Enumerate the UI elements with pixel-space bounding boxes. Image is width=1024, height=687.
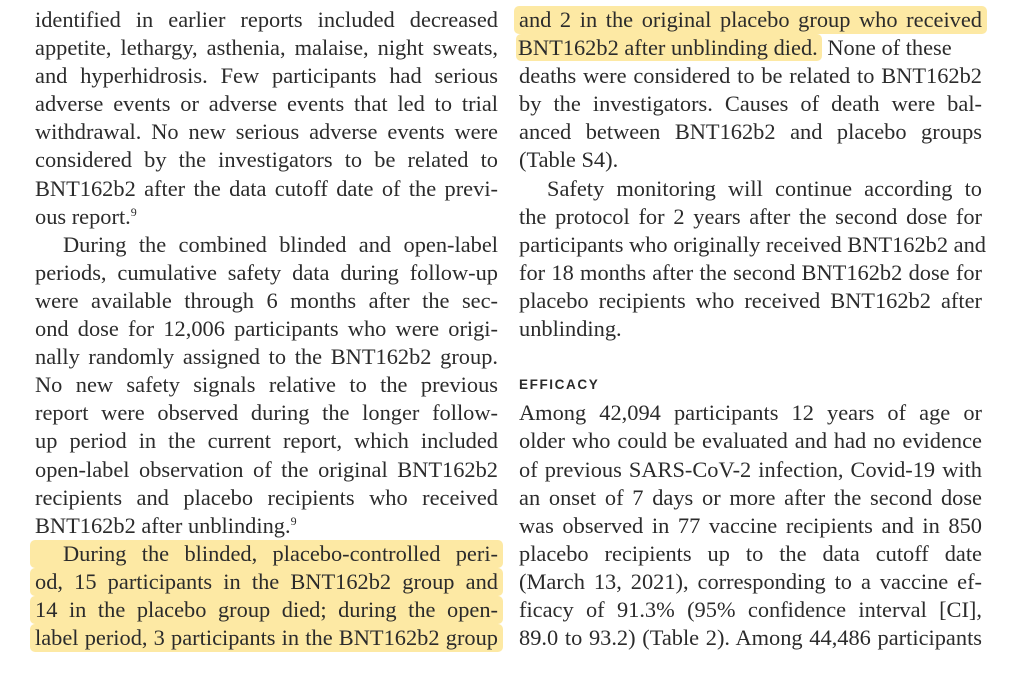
text-line: was observed in 77 vaccine recipients and in 850: [519, 512, 982, 538]
text-line-with-ref: [35, 203, 498, 231]
text-line: report were observed during the longer follow-: [35, 400, 498, 426]
text-line: deaths were considered to be related to BNT162b2: [519, 63, 982, 89]
text-line: appetite, lethargy, asthenia, malaise, night sweats,: [35, 35, 498, 61]
text-line: the protocol for 2 years after the second dose for: [519, 203, 982, 229]
left-column: [35, 6, 498, 652]
paragraph-safety-events: [35, 6, 498, 231]
reference-superscript: 9: [130, 204, 137, 219]
section-spacer: [519, 343, 982, 371]
highlighted-text-fragment: BNT162b2 after unblinding died.: [516, 34, 822, 61]
text-line: BNT162b2 after the data cutoff date of the previ-: [35, 175, 498, 201]
text-line: unblinding.: [519, 316, 622, 342]
text-line: of previous SARS-CoV-2 infection, Covid-19 with: [519, 456, 982, 482]
highlighted-text-line: label period, 3 participants in the BNT162b2 group: [30, 624, 503, 652]
text-line: identified in earlier reports included decreased: [35, 7, 498, 32]
right-column: [518, 6, 986, 652]
text-line: older who could be evaluated and had no evidence: [519, 428, 982, 454]
highlighted-text-line: 14 in the placebo group died; during the open-: [30, 596, 503, 624]
text-line: placebo recipients who received BNT162b2 after: [519, 287, 982, 313]
text-line: During the combined blinded and open-label: [63, 231, 498, 257]
text-fragment: ous report.: [35, 203, 131, 229]
paragraph-safety-monitoring: [519, 175, 986, 344]
text-line: up period in the current report, which included: [35, 428, 498, 454]
text-line: an onset of 7 days or more after the second dose: [519, 484, 982, 510]
paragraph-cumulative-safety: [35, 231, 498, 540]
text-line: anced between BNT162b2 and placebo groups: [519, 119, 982, 145]
text-fragment: None of these: [821, 35, 952, 61]
highlighted-text-line: During the blinded, placebo-controlled peri-: [30, 540, 503, 568]
text-line: recipients and placebo recipients who received: [35, 484, 498, 510]
text-line: open-label observation of the original BNT162b2: [35, 456, 498, 482]
paragraph-deaths-continued: [519, 6, 982, 175]
text-line: for 18 months after the second BNT162b2 dose for: [519, 259, 982, 285]
text-line: Among 42,094 participants 12 years of age or: [519, 400, 982, 426]
text-line: and hyperhidrosis. Few participants had serious: [35, 63, 498, 89]
text-fragment: BNT162b2 after unblinding.: [35, 512, 291, 538]
text-line: No new safety signals relative to the previous: [35, 372, 498, 398]
text-line: adverse events or adverse events that led to trial: [35, 91, 498, 117]
text-line: ond dose for 12,006 participants who were origi-: [35, 316, 498, 342]
reference-superscript: 9: [290, 513, 297, 528]
text-line: participants who originally received BNT162b2 and: [519, 231, 986, 257]
text-line: (Table S4).: [519, 147, 619, 173]
paragraph-deaths-highlighted: [35, 540, 498, 652]
text-line: nally randomly assigned to the BNT162b2 group.: [35, 344, 498, 370]
text-line-partial-highlight: [519, 34, 982, 62]
text-line: Safety monitoring will continue according to: [547, 175, 982, 201]
text-line: 89.0 to 93.2) (Table 2). Among 44,486 participants: [519, 625, 982, 651]
highlighted-text-line: and 2 in the original placebo group who received: [514, 6, 987, 34]
text-line: (March 13, 2021), corresponding to a vaccine ef-: [519, 568, 982, 594]
highlighted-text-line: od, 15 participants in the BNT162b2 group and: [30, 568, 503, 596]
text-line: placebo recipients up to the data cutoff date: [519, 540, 982, 566]
text-line-with-ref: [35, 512, 498, 540]
section-heading-efficacy: EFFICACY: [519, 377, 600, 393]
text-line: ficacy of 91.3% (95% confidence interval [CI],: [519, 596, 982, 622]
text-line: by the investigators. Causes of death were bal-: [519, 91, 982, 117]
paragraph-efficacy: [519, 399, 982, 652]
text-line: considered by the investigators to be related to: [35, 147, 498, 173]
text-line: withdrawal. No new serious adverse events were: [35, 119, 498, 145]
text-line: periods, cumulative safety data during follow-up: [35, 259, 498, 285]
text-line: were available through 6 months after the sec-: [35, 287, 498, 313]
